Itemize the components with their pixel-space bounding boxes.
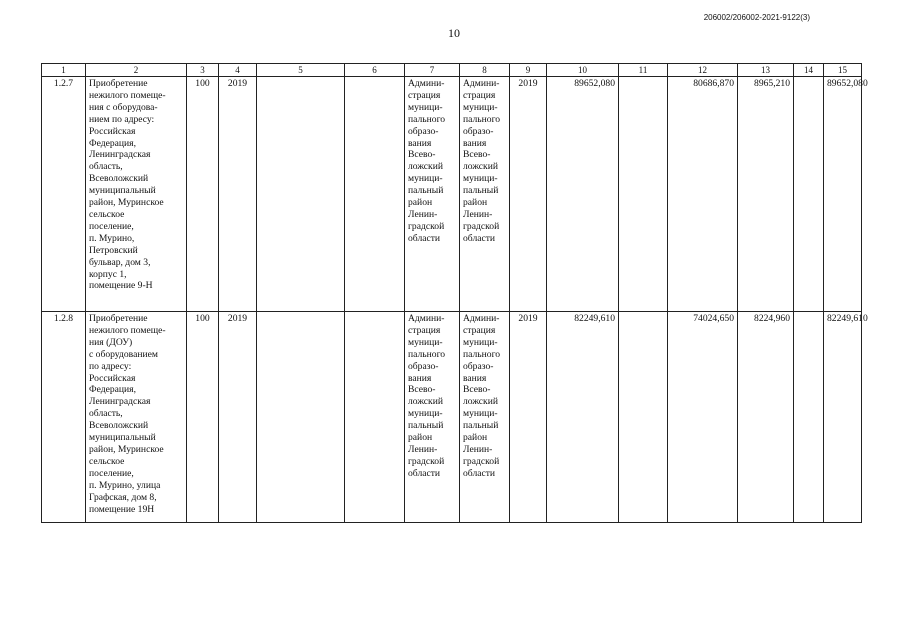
column-header: 2 <box>86 64 187 77</box>
item-description: Приобретение нежилого помеще- ния (ДОУ) с оборудованием по адресу: Российская Федерация, Ленинградская область, Всеволожский муниципальный район, Муринское сельское поселение, п. Мурино, улица Графская, дом 8, помещение 19Н <box>86 312 187 523</box>
cell-year: 2019 <box>219 77 257 312</box>
cell-amount: 8965,210 <box>738 77 794 312</box>
column-header: 10 <box>547 64 619 77</box>
column-header: 15 <box>824 64 862 77</box>
cell-year: 2019 <box>510 312 547 523</box>
cell-administration: Админи- страция муници- пального образо- вания Всево- ложский муници- пальный район Ленин- градской области <box>460 312 510 523</box>
cell-col-5 <box>257 77 345 312</box>
cell-year: 2019 <box>510 77 547 312</box>
column-header: 8 <box>460 64 510 77</box>
page-number: 10 <box>448 26 460 40</box>
column-header: 1 <box>42 64 86 77</box>
cell-amount: 89652,080 <box>547 77 619 312</box>
cell-col-11 <box>619 77 668 312</box>
column-header: 4 <box>219 64 257 77</box>
data-table <box>41 63 868 523</box>
column-header: 3 <box>187 64 219 77</box>
cell-amount: 82249,610 <box>547 312 619 523</box>
column-header: 12 <box>668 64 738 77</box>
cell-col-6 <box>345 312 405 523</box>
row-number: 1.2.7 <box>42 77 86 312</box>
cell-col-11 <box>619 312 668 523</box>
row-number: 1.2.8 <box>42 312 86 523</box>
table-header-row <box>42 64 862 77</box>
column-header: 11 <box>619 64 668 77</box>
cell-amount: 8224,960 <box>738 312 794 523</box>
cell-administration: Админи- страция муници- пального образо- вания Всево- ложский муници- пальный район Ленин- градской области <box>460 77 510 312</box>
cell-amount: 89652,080 <box>824 77 862 312</box>
cell-amount: 80686,870 <box>668 77 738 312</box>
cell-percent: 100 <box>187 312 219 523</box>
cell-year: 2019 <box>219 312 257 523</box>
cell-col-6 <box>345 77 405 312</box>
cell-amount: 74024,650 <box>668 312 738 523</box>
table-row <box>42 312 862 523</box>
table-row <box>42 77 862 312</box>
cell-percent: 100 <box>187 77 219 312</box>
item-description: Приобретение нежилого помеще- ния с оборудова- нием по адресу: Российская Федерация, Ленинградская область, Всеволожский муниципальный район, Муринское сельское поселение, п. Мурино, Петровский бульвар, дом 3, корпус 1, помещение 9-Н <box>86 77 187 312</box>
cell-administration: Админи- страция муници- пального образо- вания Всево- ложский муници- пальный район Ленин- градской области <box>405 77 460 312</box>
column-header: 13 <box>738 64 794 77</box>
column-header: 14 <box>794 64 824 77</box>
column-header: 5 <box>257 64 345 77</box>
document-id: 206002/206002-2021-9122(3) <box>703 13 810 22</box>
cell-administration: Админи- страция муници- пального образо- вания Всево- ложский муници- пальный район Ленин- градской области <box>405 312 460 523</box>
cell-amount: 82249,610 <box>824 312 862 523</box>
cell-col-5 <box>257 312 345 523</box>
cell-col-14 <box>794 77 824 312</box>
column-header: 7 <box>405 64 460 77</box>
column-header: 9 <box>510 64 547 77</box>
cell-col-14 <box>794 312 824 523</box>
column-header: 6 <box>345 64 405 77</box>
